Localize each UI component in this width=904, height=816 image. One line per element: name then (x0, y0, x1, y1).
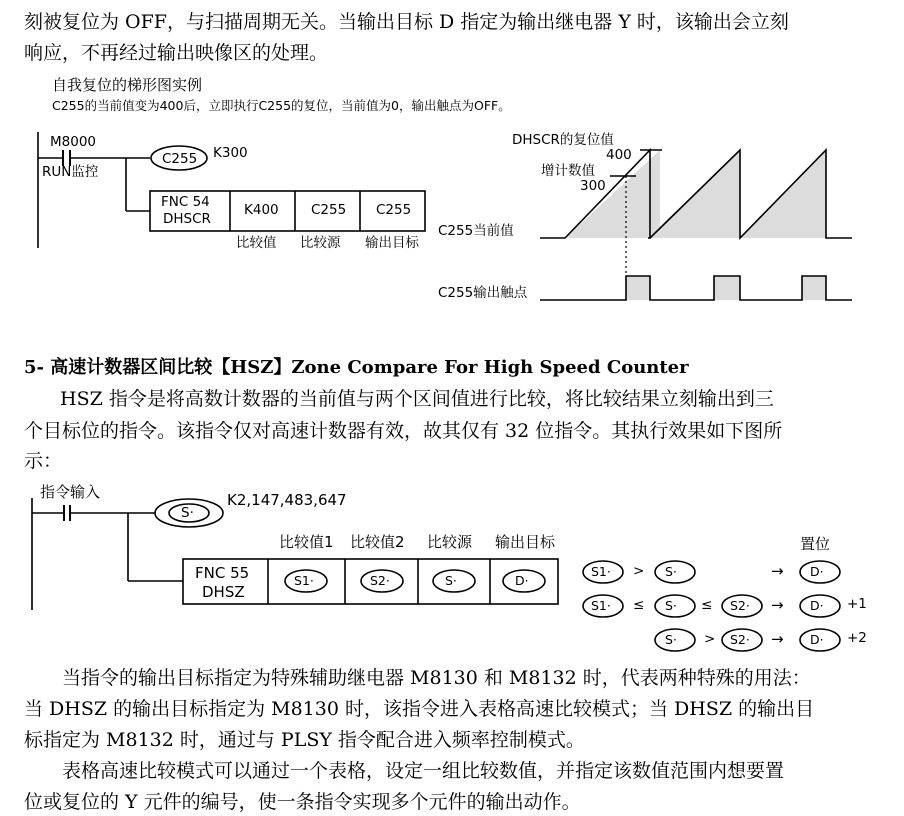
cond-operator: ≤ (633, 597, 645, 613)
cond-oval-text: S1· (591, 598, 611, 613)
reset-value-label: DHSCR的复位值 (512, 132, 614, 148)
paragraph-line: 标指定为 M8132 时，通过与 PLSY 指令配合进入频率控制模式。 (24, 729, 585, 751)
section-heading-prefix: 5- 高速计数器区间比较【HSZ】 (24, 357, 292, 378)
operand-label: 比较值1 (279, 533, 334, 551)
contact-description: RUN监控 (42, 164, 99, 180)
paragraph-line: 表格高速比较模式可以通过一个表格，设定一组比较数值，并指定该数值范围内想要置 (62, 760, 785, 782)
paragraph-line: HSZ 指令是将高数计数器的当前值与两个区间值进行比较，将比较结果立刻输出到三 (60, 388, 774, 410)
ladder-diagram-2 (32, 498, 840, 651)
paragraph-line: 位或复位的 Y 元件的编号，使一条指令实现多个元件的输出动作。 (24, 791, 581, 813)
cond-arrow: → (771, 596, 784, 614)
cond-oval-text: S· (665, 564, 677, 579)
operand-compare: K400 (244, 202, 279, 218)
cond-offset: +1 (847, 596, 867, 612)
paragraph-line: 刻被复位为 OFF，与扫描周期无关。当输出目标 D 指定为输出继电器 Y 时，该输出会立刻 (24, 11, 789, 33)
cond-arrow: → (771, 562, 784, 580)
operand-label: 比较源 (300, 235, 341, 251)
paragraph-line: 示： (24, 450, 63, 472)
operand-s: S· (445, 573, 457, 588)
cond-oval-text: D· (810, 564, 824, 579)
cond-operator: > (704, 631, 716, 647)
example-title: 自我复位的梯形图实例 (52, 76, 203, 94)
operand-label: 比较源 (427, 533, 473, 551)
operand-label: 输出目标 (365, 235, 419, 251)
fnc-mnemonic: DHSZ (202, 583, 245, 601)
cond-oval-text: D· (810, 598, 824, 613)
cond-oval-text: S2· (730, 632, 750, 647)
fnc-number: FNC 55 (195, 564, 250, 582)
operand-label: 输出目标 (495, 533, 556, 551)
paragraph-line: 当 DHSZ 的输出目标指定为 M8130 时，该指令进入表格高速比较模式；当 DHSZ 的输出目 (24, 698, 815, 720)
contact-name: M8000 (50, 134, 97, 150)
operand-label: 比较值 (236, 235, 277, 251)
cond-oval-text: D· (810, 632, 824, 647)
cond-operator: > (633, 563, 645, 579)
paragraph-line: 个目标位的指令。该指令仅对高速计数器有效，故其仅有 32 位指令。其执行效果如下图所 (24, 420, 783, 442)
operand-d: D· (515, 573, 529, 588)
set-label: 置位 (800, 535, 831, 553)
operand-s1: S1· (294, 573, 314, 588)
count-value: 300 (580, 178, 606, 194)
input-label: 指令输入 (40, 483, 101, 501)
coil-label: C255 (162, 151, 198, 167)
coil-constant: K300 (213, 145, 248, 161)
coil-label: S· (181, 505, 194, 521)
cond-oval-text: S2· (730, 598, 750, 613)
coil-constant: K2,147,483,647 (227, 491, 347, 509)
cond-oval-text: S1· (591, 564, 611, 579)
cond-offset: +2 (847, 630, 867, 646)
cond-oval-text: S· (665, 632, 677, 647)
operand-label: 比较值2 (350, 533, 405, 551)
current-value-label: C255当前值 (438, 223, 514, 239)
fnc-number: FNC 54 (161, 194, 210, 210)
operand-source: C255 (311, 202, 347, 218)
paragraph-line: 响应，不再经过输出映像区的处理。 (24, 42, 329, 64)
output-contact-label: C255输出触点 (438, 285, 528, 301)
fnc-mnemonic: DHSCR (163, 211, 211, 227)
example-note: C255的当前值变为400后，立即执行C255的复位，当前值为0，输出触点为OFF。 (52, 98, 511, 113)
cond-oval-text: S· (665, 598, 677, 613)
reset-value: 400 (606, 147, 632, 163)
section-heading (24, 357, 689, 379)
cond-arrow: → (771, 630, 784, 648)
cond-operator: ≤ (701, 597, 713, 613)
operand-s2: S2· (370, 573, 390, 588)
paragraph-line: 当指令的输出目标指定为特殊辅助继电器 M8130 和 M8132 时，代表两种特殊的用法： (62, 667, 811, 689)
section-heading-en: Zone Compare For High Speed Counter (291, 357, 689, 378)
count-value-label: 增计数值 (541, 163, 595, 179)
operand-target: C255 (376, 202, 412, 218)
